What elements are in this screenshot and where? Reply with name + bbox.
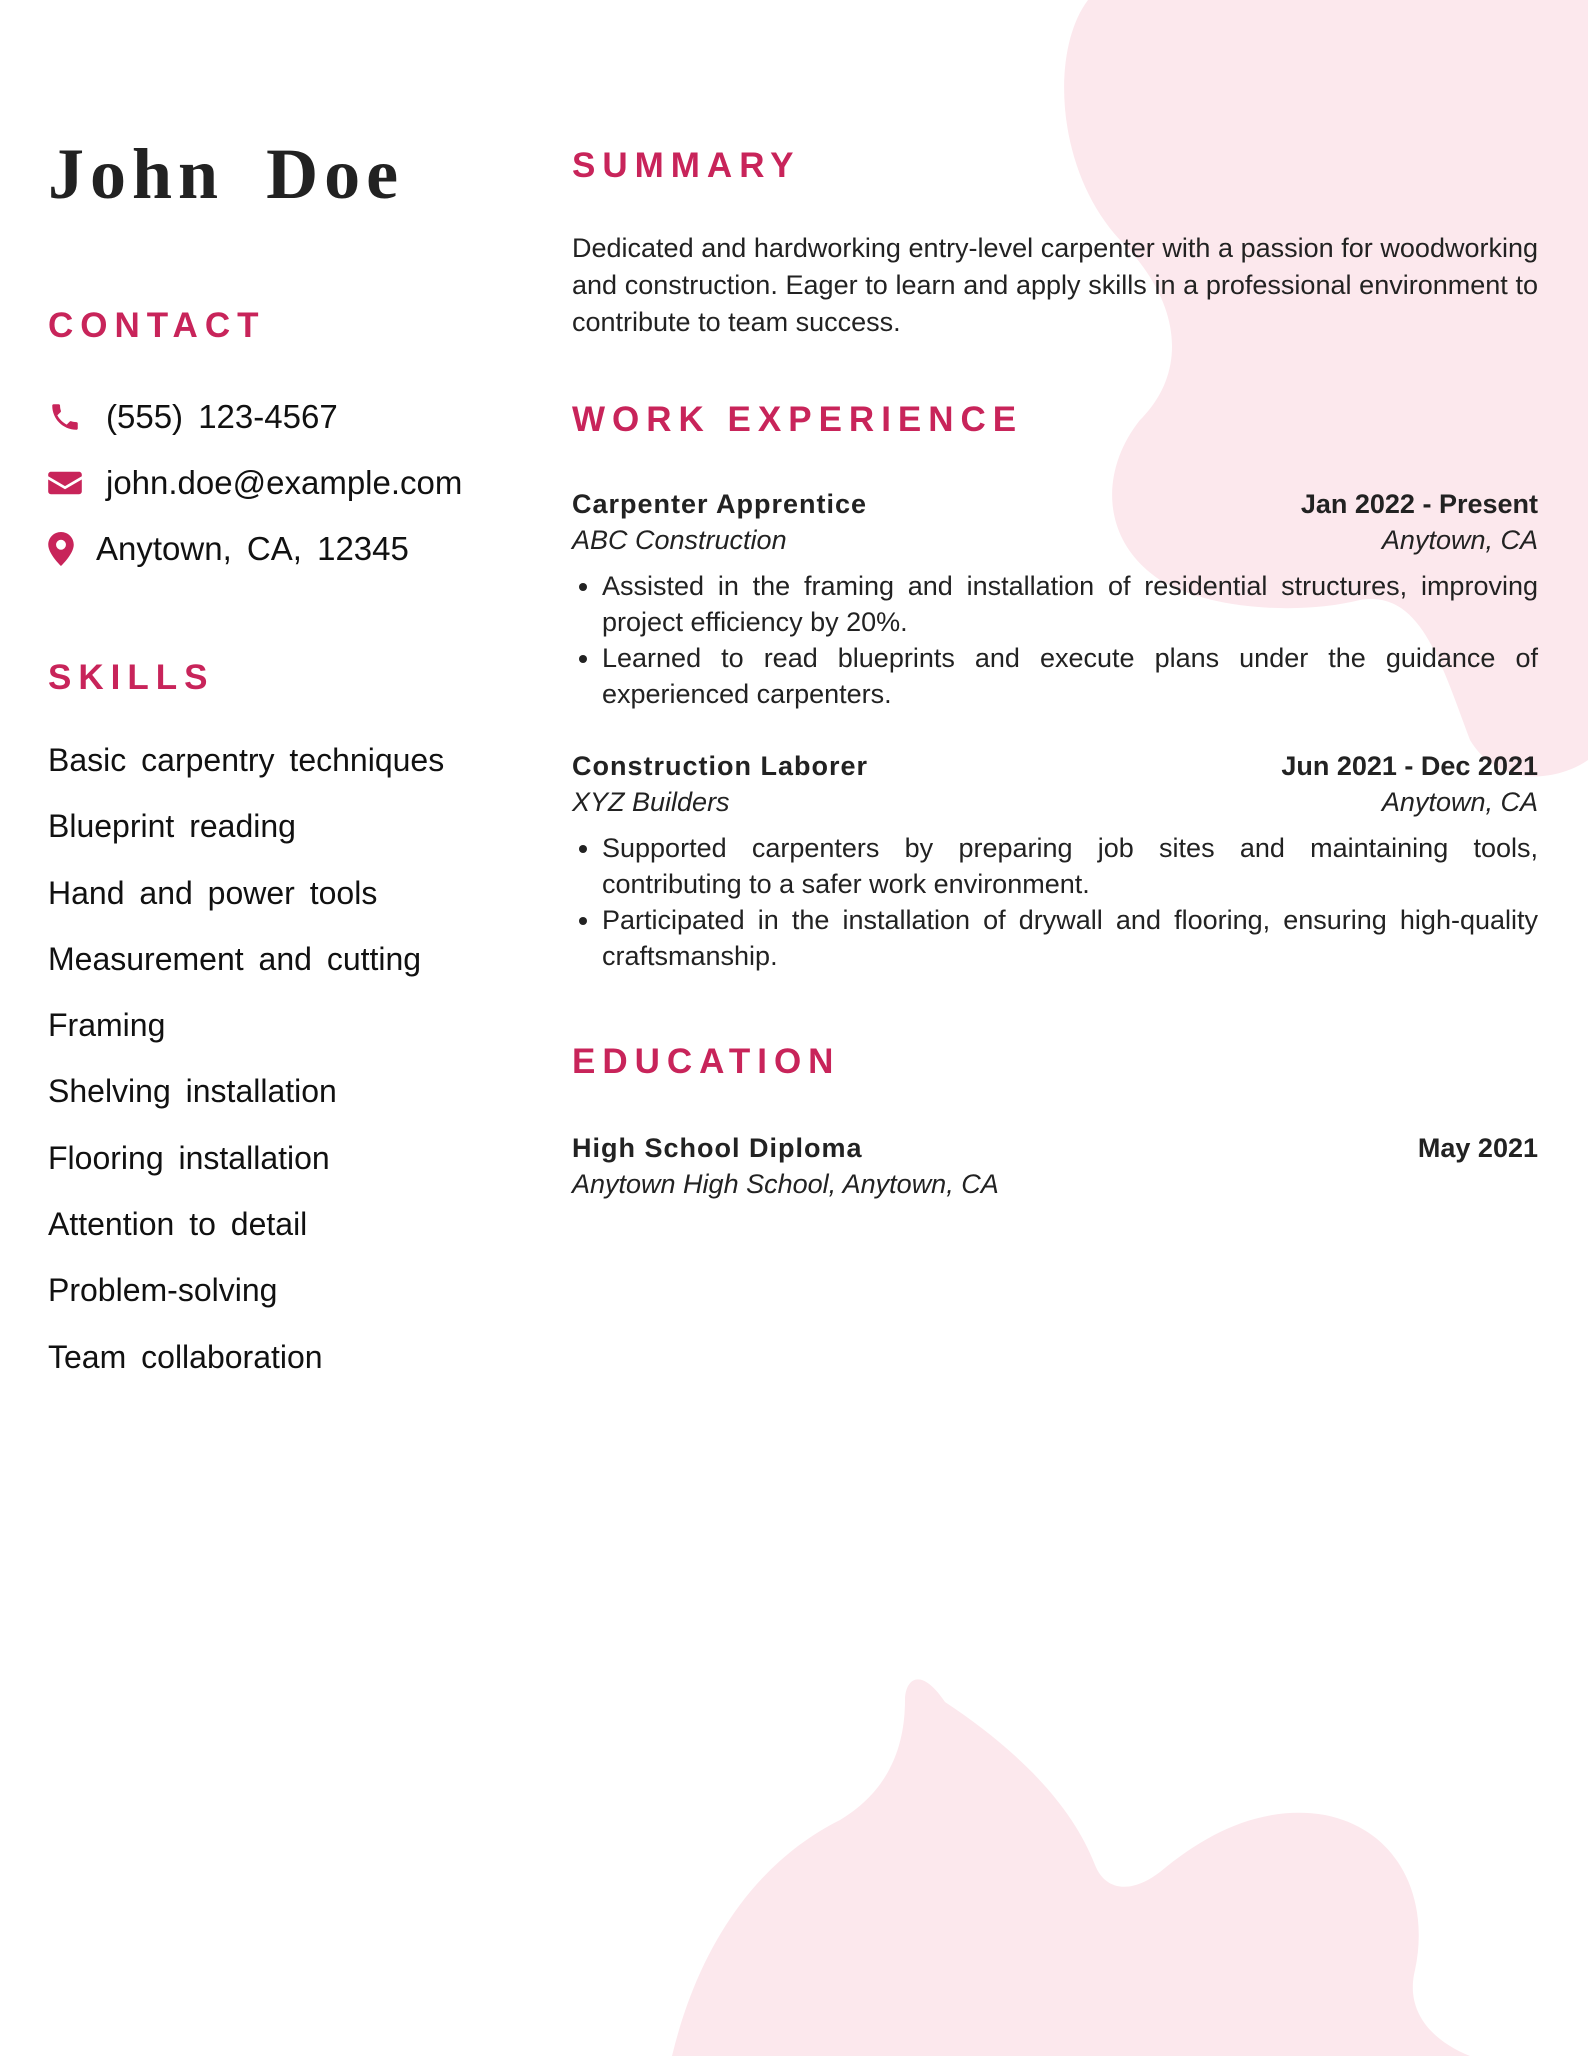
job-date: Jan 2022 - Present	[1300, 489, 1538, 519]
education-school: Anytown High School, Anytown, CA	[572, 1169, 999, 1199]
person-name: John Doe	[48, 134, 405, 214]
contact-phone	[48, 384, 462, 450]
skill-item: Framing	[48, 1007, 166, 1044]
contact-list	[48, 384, 462, 582]
job-bullet: • Supported carpenters by preparing job sites and maintaining tools, contributing to a safer work environment.	[602, 830, 1538, 902]
phone-icon	[48, 400, 94, 434]
education-degree: High School Diploma	[572, 1133, 863, 1163]
job-bullet: • Learned to read blueprints and execute plans under the guidance of experienced carpenters.	[602, 640, 1538, 712]
job-bullet: • Assisted in the framing and installation of residential structures, improving project efficiency by 20%.	[602, 568, 1538, 640]
job-company: XYZ Builders	[572, 787, 730, 817]
job-entry	[572, 748, 1538, 974]
skill-item: Problem-solving	[48, 1272, 278, 1309]
job-bullet: • Participated in the installation of drywall and flooring, ensuring high-quality craftsmanship.	[602, 902, 1538, 974]
job-title: Carpenter Apprentice	[572, 489, 868, 519]
map-pin-icon	[48, 532, 84, 566]
skills-heading: SKILLS	[48, 658, 215, 697]
summary-heading: SUMMARY	[572, 146, 801, 185]
job-location: Anytown, CA	[1381, 525, 1538, 555]
skill-item: Flooring installation	[48, 1139, 330, 1176]
envelope-icon	[48, 469, 94, 497]
job-entry	[572, 486, 1538, 712]
contact-heading: CONTACT	[48, 306, 266, 345]
contact-address	[48, 516, 462, 582]
job-title: Construction Laborer	[572, 751, 869, 781]
skill-item: Attention to detail	[48, 1206, 308, 1243]
skill-item: Team collaboration	[48, 1338, 323, 1375]
skills-list	[48, 734, 444, 1397]
job-company: ABC Construction	[572, 525, 787, 555]
skill-item: Shelving installation	[48, 1073, 337, 1110]
contact-email	[48, 450, 462, 516]
education-date: May 2021	[1417, 1133, 1538, 1163]
contact-address-text: Anytown, CA, 12345	[96, 530, 409, 567]
job-location: Anytown, CA	[1381, 787, 1538, 817]
job-bullets	[572, 830, 1538, 974]
skill-item: Basic carpentry techniques	[48, 742, 445, 778]
education-heading: EDUCATION	[572, 1042, 841, 1081]
summary-text: Dedicated and hardworking entry-level carpenter with a passion for woodworking and construction. Eager to learn and apply skills in a professional environment to contribute to team success.	[572, 233, 1538, 337]
contact-email-text[interactable]: john.doe@example.com	[106, 464, 463, 501]
job-date: Jun 2021 - Dec 2021	[1281, 751, 1538, 781]
skill-item: Blueprint reading	[48, 808, 296, 845]
job-bullets	[572, 568, 1538, 712]
skill-item: Measurement and cutting	[48, 940, 422, 977]
skill-item: Hand and power tools	[48, 874, 378, 911]
contact-phone-text[interactable]: (555) 123-4567	[106, 398, 338, 435]
education-entry	[572, 1130, 1538, 1202]
work-experience-heading: WORK EXPERIENCE	[572, 400, 1024, 439]
